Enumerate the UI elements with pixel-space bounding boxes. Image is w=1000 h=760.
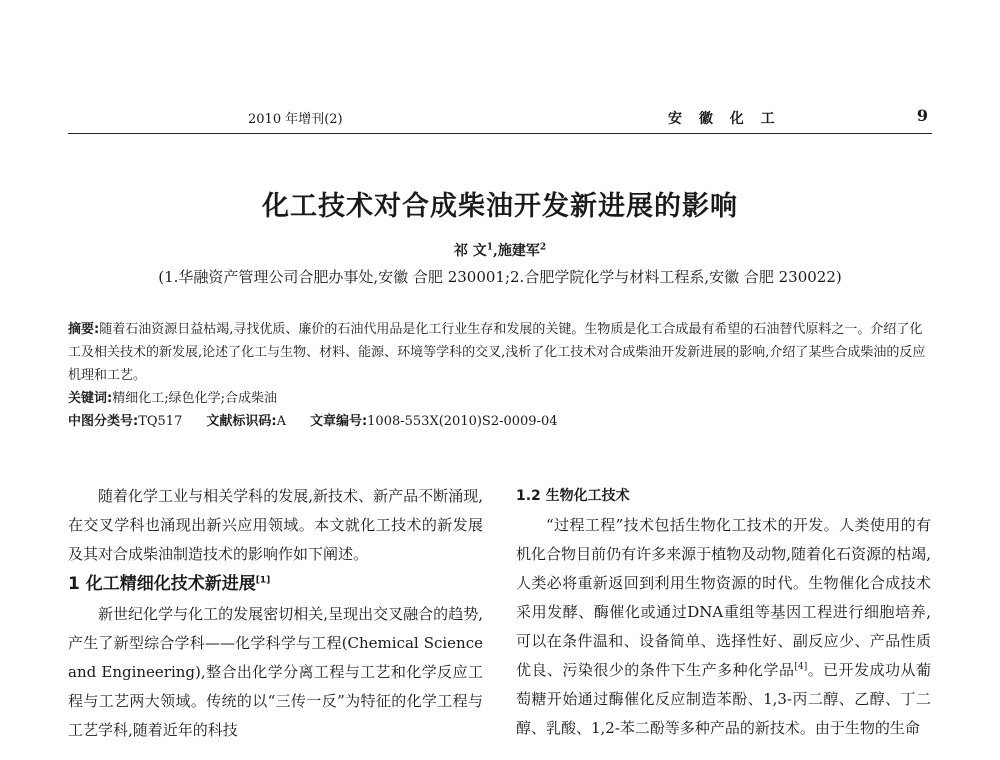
author-1-affil: 1 [486,242,493,253]
author-separator: , [493,243,498,259]
abstract-text: 随着石油资源日益枯竭,寻找优质、廉价的石油代用品是化工行业生存和发展的关键。生物质是化工合成最有希望的石油替代原料之一。介绍了化工及相关技术的新发展,论述了化工与生物、材料、能源、环境等学科的交叉,浅析了化工技术对合成柴油开发新进展的影响,介绍了某些合成柴油的反应机理和工艺。 [68,322,926,383]
issue-label: 2010 年增刊(2) [248,112,343,127]
section-1-title: 1 化工精细化技术新进展 [68,574,256,594]
para-part-a: “过程工程”技术包括生物化工技术的开发。人类使用的有机化合物目前仍有许多来源于植物及动物,随着化石资源的枯竭,人类必将重新返回到利用生物资源的时代。生物催化合成技术采用发酵、酶催化或通过DNA重组等基因工程进行细胞培养,可以在条件温和、设备简单、选择性好、副反应少、产品性质优良、污染很少的条件下生产多种化学品 [516,516,931,679]
right-column [516,482,931,743]
clc-label: 中图分类号: [68,414,139,429]
article-number-label: 文章编号: [309,414,368,429]
doc-code-label: 文献标识码: [206,414,277,429]
keywords-label: 关键词: [68,391,113,406]
abstract-block [68,318,930,433]
journal-name: 安 徽 化 工 [668,111,781,127]
section-1-2-heading: 1.2 生物化工技术 [516,488,630,504]
intro-paragraph: 随着化学工业与相关学科的发展,新技术、新产品不断涌现,在交叉学科也涌现出新兴应用领域。本文就化工技术的新发展及其对合成柴油制造技术的影响作如下阐述。 [68,487,483,563]
author-1: 祁 文 [453,243,487,259]
affiliation: (1.华融资产管理公司合肥办事处,安徽 合肥 230001;2.合肥学院化学与材料工程系,安徽 合肥 230022) [158,268,842,286]
clc-value: TQ517 [138,414,183,429]
section-1-heading [68,569,483,600]
page-header [68,104,932,134]
section-1-2-paragraph [516,511,931,743]
para-part-b: 。已开发成功从葡萄糖开始通过酶催化反应制造苯酚、1,3-丙二醇、乙醇、丁二醇、乳酸、1,2-苯二酚等多种产品的新技术。由于生物的生命 [516,661,931,737]
keywords-text: 精细化工;绿色化学;合成柴油 [112,391,277,406]
author-2: 施建军 [497,243,540,259]
abstract-label: 摘要: [68,322,100,337]
doc-code-value: A [276,414,286,429]
article-number-value: 1008-553X(2010)S2-0009-04 [367,414,558,429]
header-rule [68,133,932,134]
citation-ref: [4] [794,662,808,672]
authors [0,240,1000,260]
section-1-paragraph: 新世纪化学与化工的发展密切相关,呈现出交叉融合的趋势,产生了新型综合学科——化学科学与工程(Chemical Science and Engineering),整合出化学分离工程与工艺和化学反应工程与工艺两大领域。传统的以“三传一反”为特征的化学工程与工艺学科,随着近年的科技 [68,605,483,739]
author-2-affil: 2 [539,242,547,253]
abstract [68,318,930,387]
left-column [68,482,483,745]
keywords [68,387,930,410]
section-1-ref: [1] [255,575,271,586]
paper-title: 化工技术对合成柴油开发新进展的影响 [262,191,738,222]
page-number: 9 [916,106,928,125]
classification [68,410,930,433]
